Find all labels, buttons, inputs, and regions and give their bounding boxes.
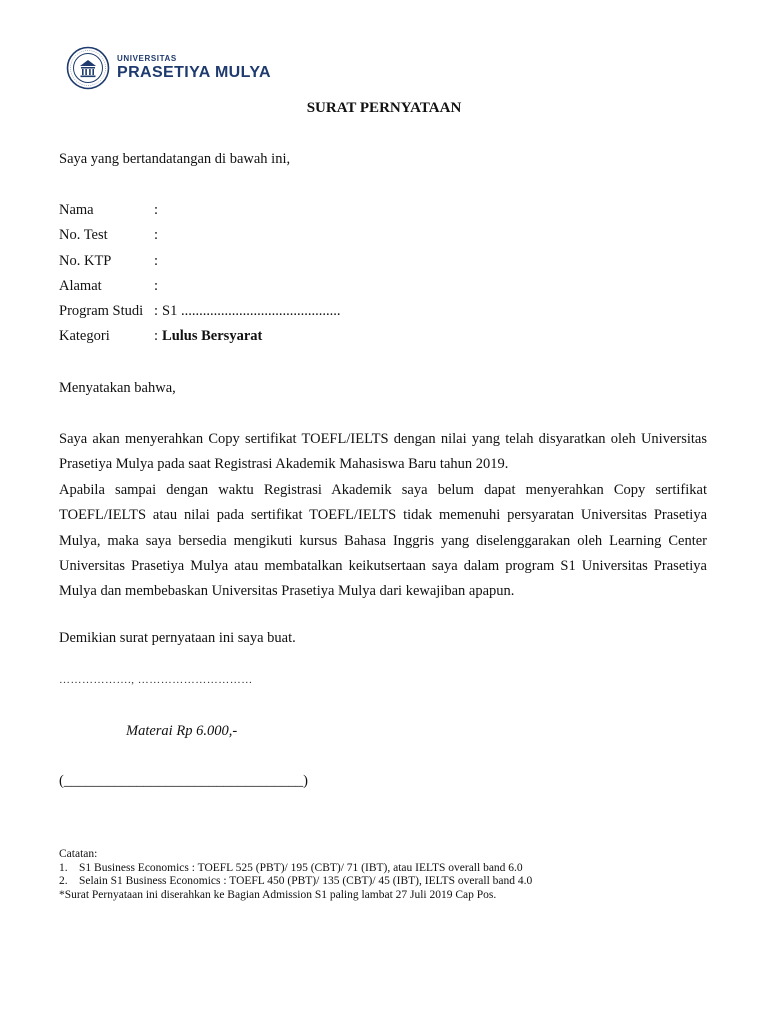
field-colon: :: [154, 278, 159, 294]
field-label: Alamat: [59, 278, 102, 294]
field-label: No. KTP: [59, 253, 112, 269]
university-seal-icon: [66, 46, 110, 90]
field-label: Program Studi: [59, 303, 144, 319]
notes-heading: Catatan:: [59, 848, 98, 860]
field-row-nama: [59, 202, 162, 219]
statement-body: [59, 427, 707, 605]
document-title: SURAT PERNYATAAN: [306, 100, 462, 116]
field-colon: :: [154, 328, 159, 344]
notes-footnote: *Surat Pernyataan ini diserahkan ke Bagian Admission S1 paling lambat 27 Juli 2019 Cap Pos.: [59, 888, 497, 901]
field-colon: :: [154, 227, 159, 243]
notes-section: [59, 848, 532, 902]
university-logo: [66, 46, 271, 90]
field-row-no-ktp: [59, 253, 162, 270]
closing-text: Demikian surat pernyataan ini saya buat.: [59, 630, 296, 646]
intro-text: Saya yang bertandatangan di bawah ini,: [59, 151, 291, 167]
field-colon: :: [154, 253, 159, 269]
field-colon: :: [154, 303, 159, 319]
statement-intro: Menyatakan bahwa,: [59, 380, 176, 396]
signature-line: (_________________________________): [59, 773, 308, 789]
note-number: 2.: [59, 875, 68, 887]
field-row-program-studi: [59, 303, 340, 320]
note-item: [59, 875, 532, 889]
place-date-line: ………………., …………………………: [59, 674, 253, 686]
materai-stamp-text: Materai Rp 6.000,-: [126, 723, 238, 739]
note-text: S1 Business Economics : TOEFL 525 (PBT)/ 195 (CBT)/ 71 (IBT), atau IELTS overall band 6.0: [79, 861, 523, 874]
note-number: 1.: [59, 861, 68, 874]
statement-paragraph: Saya akan menyerahkan Copy sertifikat TOEFL/IELTS dengan nilai yang telah disyaratkan oleh Universitas Prasetiya Mulya pada saat Registrasi Akademik Mahasiswa Baru tahun 2019.: [59, 431, 707, 473]
note-item: [59, 862, 532, 876]
field-row-kategori: [59, 328, 262, 345]
statement-paragraph: Apabila sampai dengan waktu Registrasi Akademik saya belum dapat menyerahkan Copy sertifikat TOEFL/IELTS atau nilai pada sertifikat TOEFL/IELTS tidak memenuhi persyaratan Universitas Prasetiya Mulya, maka saya bersedia mengikuti kursus Bahasa Inggris yang diselenggarakan oleh Learning Center Universitas Prasetiya Mulya atau membatalkan keikutsertaan saya dalam program S1 Universitas Prasetiya Mulya dan membebaskan Universitas Prasetiya Mulya dari kewajiban apapun.: [59, 481, 707, 600]
note-text: Selain S1 Business Economics : TOEFL 450 (PBT)/ 135 (CBT)/ 45 (IBT), IELTS overall band 4.0: [79, 875, 533, 887]
field-label: Nama: [59, 202, 94, 218]
field-label: Kategori: [59, 328, 110, 344]
logo-top-text: UNIVERSITAS: [117, 54, 177, 63]
field-row-no-test: [59, 227, 162, 244]
field-row-alamat: [59, 278, 162, 295]
field-label: No. Test: [59, 227, 108, 243]
field-value: Lulus Bersyarat: [162, 328, 263, 344]
logo-main-text: PRASETIYA MULYA: [117, 64, 271, 81]
field-value: S1 ............................................: [162, 303, 341, 319]
field-colon: :: [154, 202, 159, 218]
